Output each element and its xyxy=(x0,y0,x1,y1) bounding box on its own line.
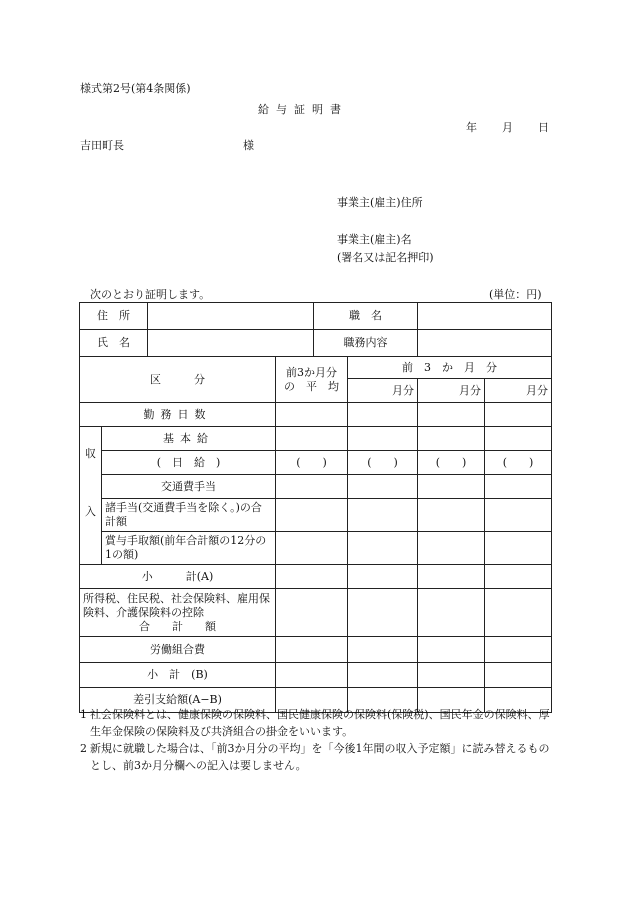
employer-name-label: 事業主(雇主)名 xyxy=(337,233,412,246)
average-header-line1: 前3か月分 xyxy=(286,365,337,379)
income-label-top: 収 xyxy=(85,447,96,460)
date-month-label: 月 xyxy=(502,121,513,134)
daily-pay-m2[interactable]: ( ) xyxy=(418,451,485,475)
union-fee-label: 労働組合費 xyxy=(80,637,276,663)
note-2-text: 新規に就職した場合は、「前3か月分の平均」を「今後1年間の収入予定額」に読み替えるものとし、前3か月分欄への記入は要しません。 xyxy=(90,742,550,772)
subtotal-b-m2[interactable] xyxy=(418,663,485,688)
deductions-m1[interactable] xyxy=(348,589,418,637)
deductions-label xyxy=(80,589,276,637)
subtotal-b-avg[interactable] xyxy=(276,663,348,688)
daily-pay-avg[interactable]: ( ) xyxy=(276,451,348,475)
intro-text: 次のとおり証明します。 xyxy=(90,288,211,301)
address-label: 住 所 xyxy=(80,303,148,330)
duties-label: 職務内容 xyxy=(314,330,418,357)
table-row xyxy=(80,357,552,379)
base-pay-label: 基本給 xyxy=(102,427,276,451)
subtotal-b-label: 小 計 (B) xyxy=(80,663,276,688)
table-row xyxy=(80,565,552,589)
month-3-header: 月分 xyxy=(485,379,552,403)
month-2-header: 月分 xyxy=(418,379,485,403)
subtotal-a-m1[interactable] xyxy=(348,565,418,589)
commute-avg[interactable] xyxy=(276,475,348,499)
base-pay-avg[interactable] xyxy=(276,427,348,451)
deductions-m3[interactable] xyxy=(485,589,552,637)
note-2-number: 2 xyxy=(80,742,87,755)
note-1 xyxy=(80,706,550,740)
daily-pay-label: ( 日 給 ) xyxy=(102,451,276,475)
subtotal-b-m1[interactable] xyxy=(348,663,418,688)
date-year-label: 年 xyxy=(466,121,477,134)
bonus-m3[interactable] xyxy=(485,532,552,565)
allowances-label: 諸手当(交通費手当を除く。)の合計額 xyxy=(102,499,276,532)
month-1-header: 月分 xyxy=(348,379,418,403)
table-row xyxy=(80,637,552,663)
commute-m3[interactable] xyxy=(485,475,552,499)
working-days-avg[interactable] xyxy=(276,403,348,427)
subtotal-a-m3[interactable] xyxy=(485,565,552,589)
base-pay-m3[interactable] xyxy=(485,427,552,451)
duties-field[interactable] xyxy=(418,330,552,357)
subtotal-b-m3[interactable] xyxy=(485,663,552,688)
commute-m1[interactable] xyxy=(348,475,418,499)
daily-pay-m1[interactable]: ( ) xyxy=(348,451,418,475)
union-fee-m3[interactable] xyxy=(485,637,552,663)
union-fee-m1[interactable] xyxy=(348,637,418,663)
base-pay-m1[interactable] xyxy=(348,427,418,451)
unit-label: (単位：円) xyxy=(489,288,542,301)
note-1-text: 社会保険料とは、健康保険の保険料、国民健康保険の保険料(保険税)、国民年金の保険料、厚生年金保険の保険料及び共済組合の掛金をいいます。 xyxy=(90,708,550,738)
working-days-m1[interactable] xyxy=(348,403,418,427)
prev3-header: 前 3 か 月 分 xyxy=(348,357,552,379)
allowances-m3[interactable] xyxy=(485,499,552,532)
allowances-avg[interactable] xyxy=(276,499,348,532)
working-days-m2[interactable] xyxy=(418,403,485,427)
table-row xyxy=(80,663,552,688)
date-day-label: 日 xyxy=(538,121,549,134)
deductions-m2[interactable] xyxy=(418,589,485,637)
union-fee-avg[interactable] xyxy=(276,637,348,663)
bonus-label: 賞与手取額(前年合計額の12分の1の額) xyxy=(102,532,276,565)
commute-m2[interactable] xyxy=(418,475,485,499)
average-header-line2: の 平 均 xyxy=(284,379,339,393)
table-row xyxy=(80,330,552,357)
bonus-avg[interactable] xyxy=(276,532,348,565)
table-row xyxy=(80,303,552,330)
table-row xyxy=(80,403,552,427)
position-label: 職 名 xyxy=(314,303,418,330)
note-2 xyxy=(80,740,550,774)
allowances-m2[interactable] xyxy=(418,499,485,532)
subtotal-a-label: 小 計(A) xyxy=(80,565,276,589)
addressee: 吉田町長 xyxy=(80,139,124,152)
name-label: 氏 名 xyxy=(80,330,148,357)
deductions-label-line1: 所得税、住民税、社会保険料、雇用保険料、介護保険料の控除 xyxy=(83,592,270,619)
bonus-m1[interactable] xyxy=(348,532,418,565)
table-row xyxy=(80,451,552,475)
subtotal-a-avg[interactable] xyxy=(276,565,348,589)
table-row xyxy=(80,532,552,565)
category-header: 区 分 xyxy=(80,357,276,403)
addressee-honorific: 様 xyxy=(243,139,254,152)
bonus-m2[interactable] xyxy=(418,532,485,565)
net-pay-label: 差引支給額(A−B) xyxy=(80,688,276,713)
page-title: 給与証明書 xyxy=(258,103,348,116)
table-row xyxy=(80,475,552,499)
union-fee-m2[interactable] xyxy=(418,637,485,663)
table-row xyxy=(80,589,552,637)
salary-certificate-table xyxy=(79,302,552,713)
average-header xyxy=(276,357,348,403)
note-1-number: 1 xyxy=(80,708,87,721)
employer-address-label: 事業主(雇主)住所 xyxy=(337,196,423,209)
income-group-label xyxy=(80,427,102,565)
employer-sign-label: (署名又は記名押印) xyxy=(337,251,434,264)
name-field[interactable] xyxy=(148,330,314,357)
address-field[interactable] xyxy=(148,303,314,330)
working-days-m3[interactable] xyxy=(485,403,552,427)
subtotal-a-m2[interactable] xyxy=(418,565,485,589)
base-pay-m2[interactable] xyxy=(418,427,485,451)
table-row xyxy=(80,427,552,451)
table-row xyxy=(80,499,552,532)
deductions-label-line2: 合 計 額 xyxy=(139,619,216,633)
allowances-m1[interactable] xyxy=(348,499,418,532)
daily-pay-m3[interactable]: ( ) xyxy=(485,451,552,475)
working-days-label: 勤務日数 xyxy=(80,403,276,427)
commute-label: 交通費手当 xyxy=(102,475,276,499)
position-field[interactable] xyxy=(418,303,552,330)
deductions-avg[interactable] xyxy=(276,589,348,637)
income-label-bottom: 入 xyxy=(85,504,96,518)
form-number: 様式第2号(第4条関係) xyxy=(80,82,191,95)
